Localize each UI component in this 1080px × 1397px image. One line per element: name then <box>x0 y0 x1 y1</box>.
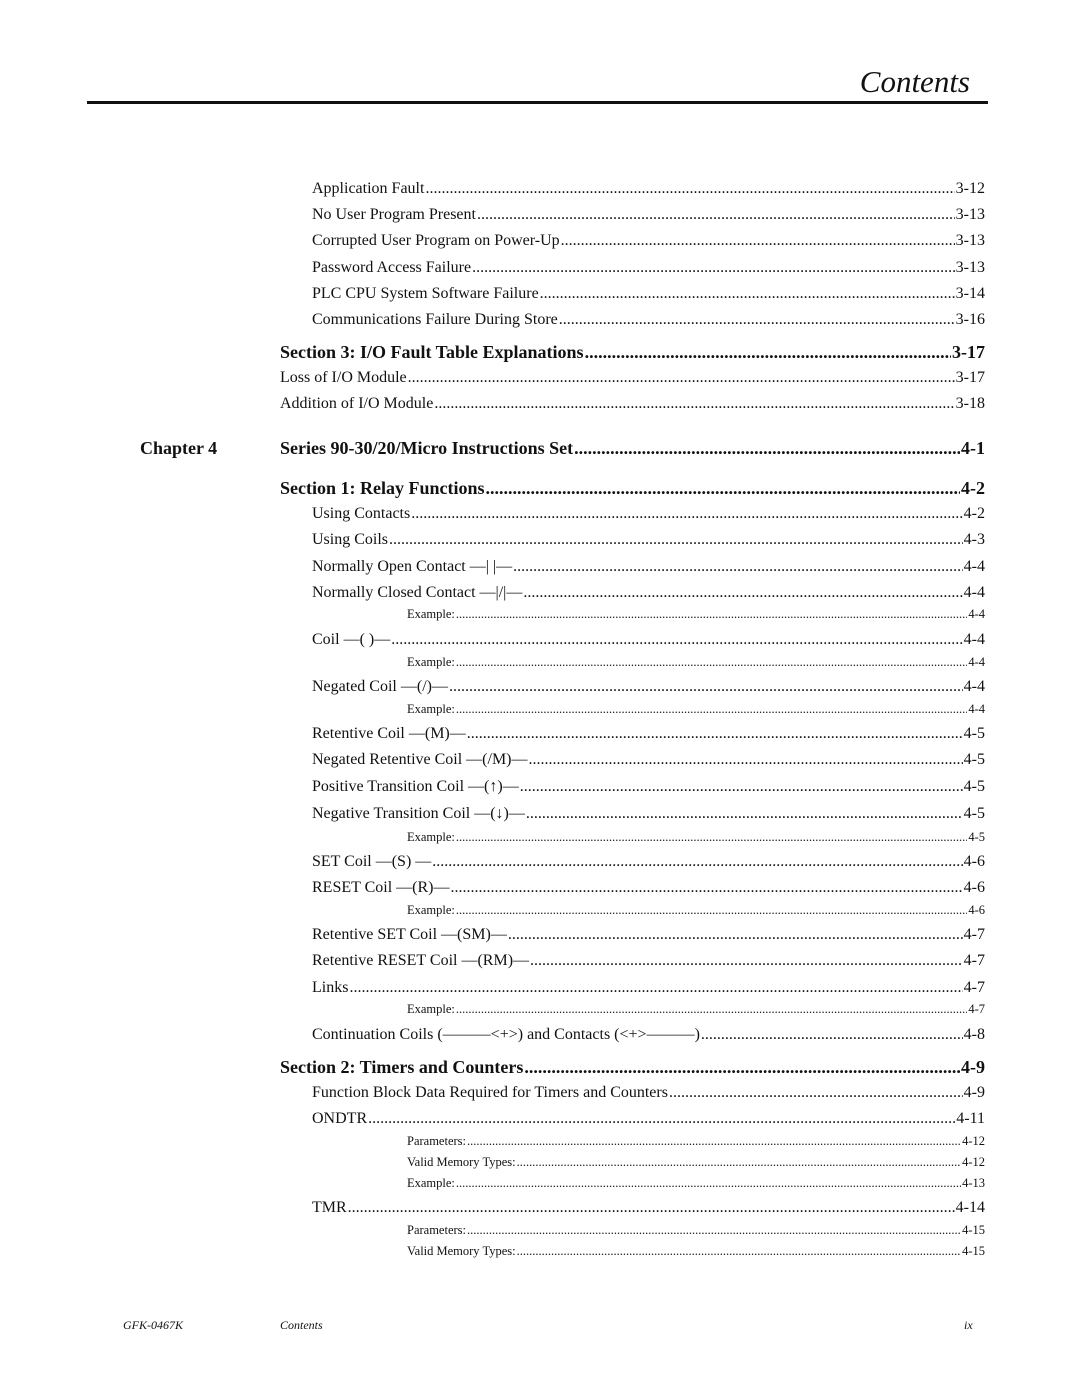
toc-entry <box>312 285 985 303</box>
toc-entry <box>280 369 985 387</box>
toc-entry-page: 4-5 <box>963 805 985 822</box>
toc-entry-page: 4-4 <box>968 655 985 669</box>
toc-entry <box>407 1002 985 1017</box>
dot-leader <box>467 725 963 743</box>
toc-entry-title: Example: <box>407 655 455 669</box>
toc-entry-title: Using Contacts <box>312 505 411 522</box>
toc-entry-page: 4-13 <box>962 1176 985 1190</box>
toc-entry-title: ONDTR <box>312 1110 368 1127</box>
toc-entry-title: Addition of I/O Module <box>280 395 434 412</box>
toc-entry-title: Example: <box>407 903 455 917</box>
toc-entry-title: Section 1: Relay Functions <box>280 478 485 498</box>
toc-entry <box>407 702 985 717</box>
dot-leader <box>574 438 960 459</box>
dot-leader <box>425 180 954 198</box>
dot-leader <box>472 259 955 277</box>
dot-leader <box>559 311 955 329</box>
toc-entry-page: 4-4 <box>963 631 985 648</box>
dot-leader <box>456 607 967 622</box>
toc-entry <box>312 979 985 997</box>
toc-entry <box>312 505 985 523</box>
toc-entry-title: Loss of I/O Module <box>280 369 407 386</box>
dot-leader <box>701 1026 963 1044</box>
toc-entry-page: 4-12 <box>962 1134 985 1148</box>
toc-entry <box>280 478 985 499</box>
toc-entry <box>312 531 985 549</box>
toc-entry-page: 3-18 <box>955 395 985 412</box>
toc-entry-title: Parameters: <box>407 1223 467 1237</box>
dot-leader <box>451 879 963 897</box>
toc-entry-page: 4-5 <box>963 725 985 742</box>
toc-entry-title: Normally Closed Contact —|/|— <box>312 584 523 601</box>
toc-entry-page: 3-17 <box>955 369 985 386</box>
toc-entry-page: 3-12 <box>955 180 985 197</box>
toc-entry-title: Series 90-30/20/Micro Instructions Set <box>280 438 574 458</box>
dot-leader <box>456 1176 961 1191</box>
toc-entry <box>312 584 985 602</box>
dot-leader <box>456 655 967 670</box>
toc-entry-page: 3-17 <box>952 342 985 362</box>
toc-entry-page: 4-5 <box>963 778 985 795</box>
dot-leader <box>456 1002 967 1017</box>
toc-entry <box>312 311 985 329</box>
toc-entry <box>312 206 985 224</box>
toc-entry-page: 4-6 <box>968 903 985 917</box>
toc-entry <box>407 1223 985 1238</box>
toc-entry-title: Normally Open Contact —| |— <box>312 558 513 575</box>
toc-entry-page: 4-3 <box>963 531 985 548</box>
toc-entry-page: 4-4 <box>968 702 985 716</box>
toc-entry-page: 4-4 <box>963 558 985 575</box>
dot-leader <box>524 1057 960 1078</box>
toc-entry <box>312 926 985 944</box>
toc-entry <box>280 342 985 363</box>
toc-entry-title: Negated Coil —(/)— <box>312 678 448 695</box>
toc-entry-page: 4-11 <box>956 1110 985 1127</box>
toc-entry-page: 4-9 <box>963 1084 985 1101</box>
toc-entry <box>407 1134 985 1149</box>
toc-entry-page: 4-7 <box>963 979 985 996</box>
toc-entry-title: Section 2: Timers and Counters <box>280 1057 524 1077</box>
toc-entry-page: 4-7 <box>963 926 985 943</box>
toc-entry <box>312 1084 985 1102</box>
dot-leader <box>456 903 967 918</box>
toc-entry-title: Password Access Failure <box>312 259 472 276</box>
toc-entry-title: Application Fault <box>312 180 425 197</box>
footer-section: Contents <box>280 1318 323 1332</box>
dot-leader <box>368 1110 955 1128</box>
dot-leader <box>467 1223 961 1238</box>
dot-leader <box>456 702 967 717</box>
toc-entry-page: 4-7 <box>963 952 985 969</box>
toc-entry <box>407 655 985 670</box>
toc-entry-page: 4-5 <box>968 830 985 844</box>
chapter-label: Chapter 4 <box>140 438 218 458</box>
toc-entry-title: Using Coils <box>312 531 389 548</box>
dot-leader <box>348 1199 955 1217</box>
toc-entry-page: 3-13 <box>955 232 985 249</box>
toc-entry <box>312 725 985 743</box>
toc-entry <box>312 751 985 769</box>
toc-entry <box>280 395 985 413</box>
toc-entry <box>407 830 985 845</box>
toc-entry-title: Communications Failure During Store <box>312 311 558 328</box>
toc-entry <box>407 1155 985 1170</box>
page-title: Contents <box>859 64 970 99</box>
toc-entry-title: Retentive Coil —(M)— <box>312 725 466 742</box>
toc-entry-page: 3-13 <box>955 259 985 276</box>
toc-entry-page: 4-9 <box>961 1057 985 1077</box>
dot-leader <box>513 558 963 576</box>
toc-entry-title: Links <box>312 979 349 996</box>
toc-entry-title: Retentive SET Coil —(SM)— <box>312 926 507 943</box>
dot-leader <box>411 505 962 523</box>
toc-entry <box>312 678 985 696</box>
toc-entry-page: 3-14 <box>955 285 985 302</box>
toc-entry-title: Negated Retentive Coil —(/M)— <box>312 751 528 768</box>
toc-entry-title: SET Coil —(S) — <box>312 853 432 870</box>
dot-leader <box>456 830 967 845</box>
toc-entry <box>312 1110 985 1128</box>
dot-leader <box>669 1084 963 1102</box>
dot-leader <box>561 232 955 250</box>
toc-entry-title: Valid Memory Types: <box>407 1155 516 1169</box>
footer-doc-id: GFK-0467K <box>123 1318 183 1332</box>
toc-entry-page: 4-15 <box>962 1244 985 1258</box>
toc-entry <box>312 853 985 871</box>
toc-entry-page: 3-16 <box>955 311 985 328</box>
footer-page-number: ix <box>964 1318 973 1332</box>
toc-entry-page: 4-5 <box>963 751 985 768</box>
dot-leader <box>449 678 963 696</box>
toc-entry-page: 4-15 <box>962 1223 985 1237</box>
toc-entry-title: Continuation Coils (———<+>) and Contacts (<+>———) <box>312 1026 700 1043</box>
toc-entry-page: 4-8 <box>963 1026 985 1043</box>
toc-entry-page: 4-1 <box>961 438 985 458</box>
toc-entry-title: Function Block Data Required for Timers and Counters <box>312 1084 668 1101</box>
toc-entry-title: Example: <box>407 702 455 716</box>
toc-entry <box>312 952 985 970</box>
toc-entry <box>280 1057 985 1078</box>
dot-leader <box>349 979 962 997</box>
toc-entry <box>407 1244 985 1259</box>
toc-entry-page: 4-6 <box>963 853 985 870</box>
toc-entry <box>407 903 985 918</box>
toc-entry-title: Negative Transition Coil —(↓)— <box>312 805 525 822</box>
toc-entry-page: 3-13 <box>955 206 985 223</box>
toc-entry <box>407 1176 985 1191</box>
toc-entry <box>312 1026 985 1044</box>
dot-leader <box>517 1244 961 1259</box>
dot-leader <box>585 342 951 363</box>
toc-entry <box>312 558 985 576</box>
dot-leader <box>520 778 963 796</box>
toc-entry-title: Positive Transition Coil —(↑)— <box>312 778 519 795</box>
dot-leader <box>467 1134 961 1149</box>
toc-entry-title: Example: <box>407 1002 455 1016</box>
dot-leader <box>432 853 962 871</box>
toc-entry-title: Example: <box>407 830 455 844</box>
dot-leader <box>434 395 954 413</box>
dot-leader <box>389 531 963 549</box>
toc-entry-page: 4-2 <box>963 505 985 522</box>
toc-entry-title: Coil —( )— <box>312 631 391 648</box>
toc-entry <box>312 805 985 823</box>
toc-entry-title: Section 3: I/O Fault Table Explanations <box>280 342 584 362</box>
toc-entry-title: PLC CPU System Software Failure <box>312 285 539 302</box>
dot-leader <box>408 369 955 387</box>
toc-entry <box>312 778 985 796</box>
toc-entry-title: RESET Coil —(R)— <box>312 879 450 896</box>
toc-entry-page: 4-12 <box>962 1155 985 1169</box>
toc-entry <box>312 1199 985 1217</box>
toc-entry-page: 4-4 <box>963 584 985 601</box>
toc-entry-title: Retentive RESET Coil —(RM)— <box>312 952 530 969</box>
toc-entry-title: No User Program Present <box>312 206 476 223</box>
dot-leader <box>523 584 962 602</box>
dot-leader <box>526 805 963 823</box>
toc-entry-page: 4-4 <box>968 607 985 621</box>
toc-entry <box>312 879 985 897</box>
toc-entry <box>312 631 985 649</box>
toc-entry-title: Valid Memory Types: <box>407 1244 516 1258</box>
toc-entry <box>280 438 985 459</box>
toc-entry-title: Corrupted User Program on Power-Up <box>312 232 560 249</box>
dot-leader <box>530 952 963 970</box>
toc-entry-page: 4-14 <box>955 1199 985 1216</box>
toc-entry-title: Parameters: <box>407 1134 467 1148</box>
dot-leader <box>486 478 961 499</box>
dot-leader <box>391 631 962 649</box>
dot-leader <box>508 926 963 944</box>
toc-entry <box>407 607 985 622</box>
toc-entry <box>312 259 985 277</box>
toc-entry-title: Example: <box>407 607 455 621</box>
toc-entry <box>312 232 985 250</box>
dot-leader <box>477 206 955 224</box>
toc-entry-page: 4-6 <box>963 879 985 896</box>
toc-entry-title: TMR <box>312 1199 347 1216</box>
toc-entry-page: 4-4 <box>963 678 985 695</box>
dot-leader <box>529 751 963 769</box>
dot-leader <box>517 1155 961 1170</box>
toc-entry <box>312 180 985 198</box>
dot-leader <box>540 285 955 303</box>
toc-entry-title: Example: <box>407 1176 455 1190</box>
toc-entry-page: 4-2 <box>961 478 985 498</box>
toc-entry-page: 4-7 <box>968 1002 985 1016</box>
